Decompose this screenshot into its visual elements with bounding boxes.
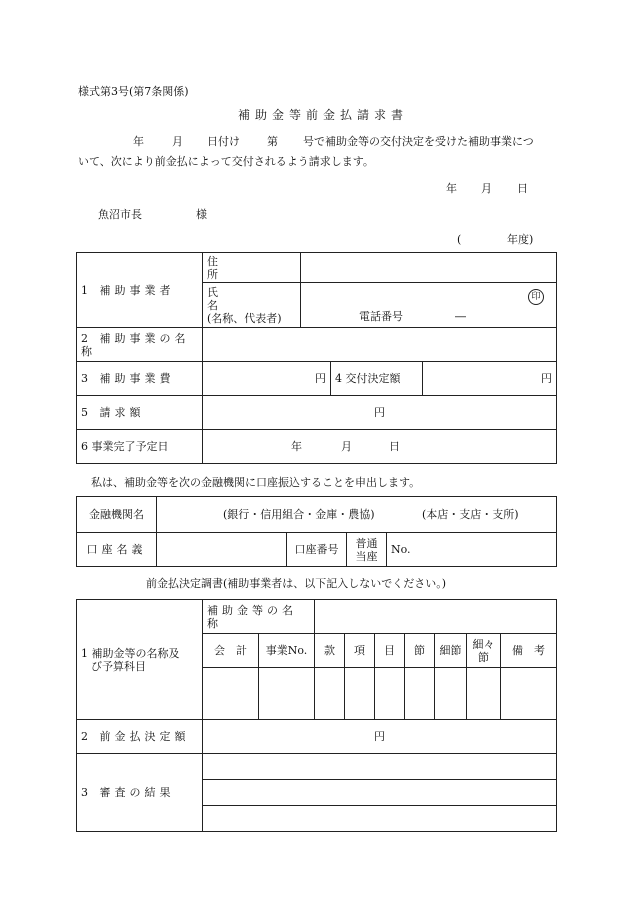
cell-kou[interactable] (345, 668, 375, 720)
addressee-honorific: 様 (196, 208, 207, 221)
bank-intro: 私は、補助金等を次の金融機関に口座振込することを申出します。 (91, 476, 421, 489)
cell-saisaisetsu[interactable] (467, 668, 501, 720)
intro-year: 年 (133, 135, 144, 148)
account-type-line1: 普通 (355, 536, 378, 550)
account-type-line2: 当座 (355, 549, 378, 563)
cell-remarks[interactable] (501, 668, 557, 720)
completion-year: 年 (291, 440, 302, 453)
cell-setsu[interactable] (405, 668, 435, 720)
branch-types: (本店・支店・支所) (422, 508, 519, 521)
decision-title: 前金払決定調書(補助事業者は、以下記入しないでください。) (146, 577, 447, 590)
institution-types: (銀行・信用組合・金庫・農協) (223, 508, 375, 521)
subsidy-name-label: 補助金等の名称 (203, 600, 315, 634)
addressee-name: 魚沼市長 (98, 208, 142, 221)
applicant-table (76, 252, 557, 464)
account-type[interactable] (347, 533, 387, 567)
account-name-label: 口座名義 (77, 533, 157, 567)
fiscal-year-label: 年度) (507, 233, 534, 246)
seal-mark: 印 (528, 289, 544, 305)
name-label-cell (203, 283, 301, 328)
advance-amount-label: 2 前金払決定額 (77, 720, 203, 754)
col-kou: 項 (345, 634, 375, 668)
row-applicant-label: 1 補助事業者 (77, 253, 203, 328)
advance-amount-yen: 円 (374, 730, 386, 743)
subsidy-name-field[interactable] (315, 600, 557, 634)
name-sub-label: (名称、代表者) (207, 311, 282, 325)
address-label: 住 所 (203, 253, 301, 283)
institution-label: 金融機関名 (77, 497, 157, 533)
no-label: No. (391, 543, 411, 556)
institution-field[interactable] (157, 497, 557, 533)
review-line-1[interactable] (203, 754, 557, 780)
cell-account[interactable] (203, 668, 259, 720)
completion-day: 日 (389, 440, 400, 453)
review-line-2[interactable] (203, 780, 557, 806)
date-month: 月 (481, 182, 492, 195)
col-saisetsu: 細節 (435, 634, 467, 668)
intro-line2: いて、次により前金払によって交付されるよう請求します。 (78, 155, 374, 168)
col-moku: 目 (375, 634, 405, 668)
date-year: 年 (446, 182, 457, 195)
project-cost-label: 3 補助事業費 (77, 362, 203, 396)
col-saisaisetsu: 細々 節 (467, 634, 501, 668)
cell-moku[interactable] (375, 668, 405, 720)
request-amount-label: 5 請求額 (77, 396, 203, 430)
date-day: 日 (517, 182, 528, 195)
col-project-no: 事業No. (259, 634, 315, 668)
subsidy-budget-label: 1 補助金等の名称及 び予算科目 (77, 600, 203, 720)
grant-amount-yen: 円 (541, 372, 552, 385)
form-number: 様式第3号(第7条関係) (78, 85, 189, 98)
project-cost-field[interactable] (203, 362, 331, 396)
project-cost-yen: 円 (315, 372, 326, 385)
cell-project-no[interactable] (259, 668, 315, 720)
grant-amount-label: 4 交付決定額 (331, 362, 423, 396)
project-name-label: 2 補助事業の名称 (77, 328, 203, 362)
intro-month: 月 (172, 135, 183, 148)
intro-dai: 第 (267, 135, 278, 148)
account-number-field[interactable] (387, 533, 557, 567)
cell-kan[interactable] (315, 668, 345, 720)
completion-month: 月 (341, 440, 352, 453)
col-kan: 款 (315, 634, 345, 668)
request-amount-field[interactable] (203, 396, 557, 430)
fiscal-year-open: ( (457, 233, 462, 246)
decision-table (76, 599, 557, 832)
intro-line1: 号で補助金等の交付決定を受けた補助事業につ (303, 135, 534, 148)
account-number-label: 口座番号 (287, 533, 347, 567)
account-name-field[interactable] (157, 533, 287, 567)
completion-date-label: 6 事業完了予定日 (77, 430, 203, 464)
grant-amount-field[interactable] (423, 362, 557, 396)
col-setsu: 節 (405, 634, 435, 668)
completion-date-field[interactable] (203, 430, 557, 464)
name-label: 氏 名 (207, 285, 276, 312)
page-title: 補助金等前金払請求書 (238, 108, 409, 122)
project-name-field[interactable] (203, 328, 557, 362)
bank-table (76, 496, 557, 567)
name-field[interactable] (301, 283, 557, 328)
request-amount-yen: 円 (374, 406, 385, 419)
review-line-3[interactable] (203, 806, 557, 832)
col-remarks: 備 考 (501, 634, 557, 668)
cell-saisetsu[interactable] (435, 668, 467, 720)
col-account: 会 計 (203, 634, 259, 668)
advance-amount-field[interactable] (203, 720, 557, 754)
address-field[interactable] (301, 253, 557, 283)
phone-dash: ― (455, 310, 466, 323)
phone-label: 電話番号 (359, 310, 403, 323)
review-result-label: 3 審査の結果 (77, 754, 203, 832)
intro-date-suffix: 日付け (207, 135, 240, 148)
